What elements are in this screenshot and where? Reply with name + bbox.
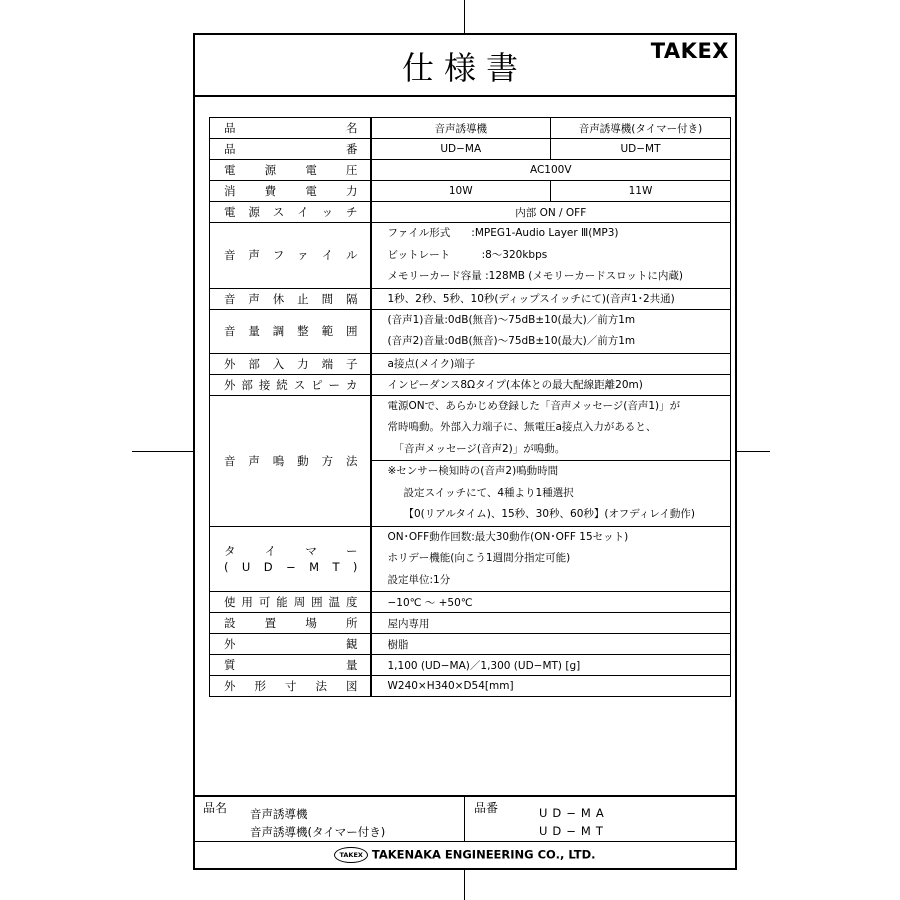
label-supply-voltage: 電 源 電 圧: [210, 160, 371, 181]
value-model-mt: UD−MT: [551, 139, 731, 160]
value-supply-voltage: AC100V: [371, 160, 731, 181]
row-external-speaker: [210, 374, 731, 395]
value-exterior: 樹脂: [371, 634, 731, 655]
page-title: 仕様書: [401, 49, 528, 87]
row-installation-location: [210, 613, 731, 634]
value-power-switch: 内部 ON / OFF: [371, 202, 731, 223]
value-power-mt: 11W: [551, 181, 731, 202]
label-external-input: 外 部 入 力 端 子: [210, 353, 371, 374]
value-audio-file: ファイル形式 :MPEG1-Audio Layer Ⅲ(MP3) ビットレート :8〜320kbps メモリーカード容量 :128MB (メモリーカードスロットに内蔵): [371, 223, 731, 289]
crop-mark-right: [737, 451, 770, 452]
value-installation-location: 屋内専用: [371, 613, 731, 634]
footer-model-1: UD−MA: [539, 806, 609, 820]
title-block: [195, 795, 735, 870]
row-product-name: [210, 118, 731, 139]
label-product-name: 品 名: [210, 118, 371, 139]
value-ambient-temperature: −10℃ 〜 +50℃: [371, 592, 731, 613]
value-dimensions: W240×H340×D54[mm]: [371, 676, 731, 697]
row-audio-file: [210, 223, 731, 289]
value-pause-interval: 1秒、2秒、5秒、10秒(ディップスイッチにて)(音声1･2共通): [371, 288, 731, 309]
value-power-ma: 10W: [371, 181, 551, 202]
label-timer: タ イ マ ー ( U D − M T ): [210, 526, 371, 592]
value-external-input: a接点(メイク)端子: [371, 353, 731, 374]
row-external-input: [210, 353, 731, 374]
value-mass: 1,100 (UD−MA)／1,300 (UD−MT) [g]: [371, 655, 731, 676]
company-name: TAKEX TAKENAKA ENGINEERING CO., LTD.: [195, 847, 735, 863]
value-sound-method-b: ※センサー検知時の(音声2)鳴動時間 設定スイッチにて、4種より1種選択 【0(リアルタイム)、15秒、30秒、60秒】(オフディレイ動作): [371, 461, 731, 527]
value-model-ma: UD−MA: [371, 139, 551, 160]
row-volume-range: [210, 309, 731, 353]
footer-model-tag: 品番: [474, 801, 499, 815]
label-volume-range: 音 量 調 整 範 囲: [210, 309, 371, 353]
label-pause-interval: 音 声 休 止 間 隔: [210, 288, 371, 309]
label-ambient-temperature: 使 用 可 能 周 囲 温 度: [210, 592, 371, 613]
label-exterior: 外 観: [210, 634, 371, 655]
row-power-consumption: [210, 181, 731, 202]
row-ambient-temperature: [210, 592, 731, 613]
label-model-number: 品 番: [210, 139, 371, 160]
value-name-mt: 音声誘導機(タイマー付き): [551, 118, 731, 139]
value-name-ma: 音声誘導機: [371, 118, 551, 139]
row-dimensions: [210, 676, 731, 697]
crop-mark-left: [132, 451, 193, 452]
label-audio-file: 音 声 フ ァ イ ル: [210, 223, 371, 289]
footer-name-tag: 品名: [203, 801, 228, 815]
value-sound-method-a: 電源ONで、あらかじめ登録した「音声メッセージ(音声1)」が 常時鳴動。外部入力端子に、無電圧a接点入力があると、 「音声メッセージ(音声2)」が鳴動。: [371, 395, 731, 461]
row-exterior: [210, 634, 731, 655]
row-power-switch: [210, 202, 731, 223]
title-row: [195, 35, 735, 97]
label-dimensions: 外 形 寸 法 図: [210, 676, 371, 697]
label-mass: 質 量: [210, 655, 371, 676]
brand-logo: TAKEX: [650, 39, 729, 63]
label-power-switch: 電 源 ス イ ッ チ: [210, 202, 371, 223]
row-sound-method-a: [210, 395, 731, 461]
footer-name-1: 音声誘導機: [250, 807, 308, 821]
row-pause-interval: [210, 288, 731, 309]
footer-name-2: 音声誘導機(タイマー付き): [250, 825, 386, 839]
takex-logo-badge: TAKEX: [334, 847, 367, 863]
row-timer: [210, 526, 731, 592]
value-volume-range: (音声1)音量:0dB(無音)〜75dB±10(最大)／前方1m (音声2)音量:0dB(無音)〜75dB±10(最大)／前方1m: [371, 309, 731, 353]
footer-model-2: UD−MT: [539, 824, 608, 838]
row-model-number: [210, 139, 731, 160]
footer-rule: [195, 841, 735, 842]
label-external-speaker: 外 部 接 続 ス ピ ー カ: [210, 374, 371, 395]
label-installation-location: 設 置 場 所: [210, 613, 371, 634]
row-mass: [210, 655, 731, 676]
crop-mark-top: [464, 0, 465, 33]
crop-mark-bottom: [464, 870, 465, 900]
value-external-speaker: インピーダンス8Ωタイプ(本体との最大配線距離20m): [371, 374, 731, 395]
footer-divider: [464, 797, 465, 841]
spec-sheet: [193, 33, 737, 870]
value-timer: ON･OFF動作回数:最大30動作(ON･OFF 15セット) ホリデー機能(向こう1週間分指定可能) 設定単位:1分: [371, 526, 731, 592]
spec-table: [209, 117, 731, 697]
label-power-consumption: 消 費 電 力: [210, 181, 371, 202]
row-supply-voltage: [210, 160, 731, 181]
label-sound-method: 音 声 鳴 動 方 法: [210, 395, 371, 526]
